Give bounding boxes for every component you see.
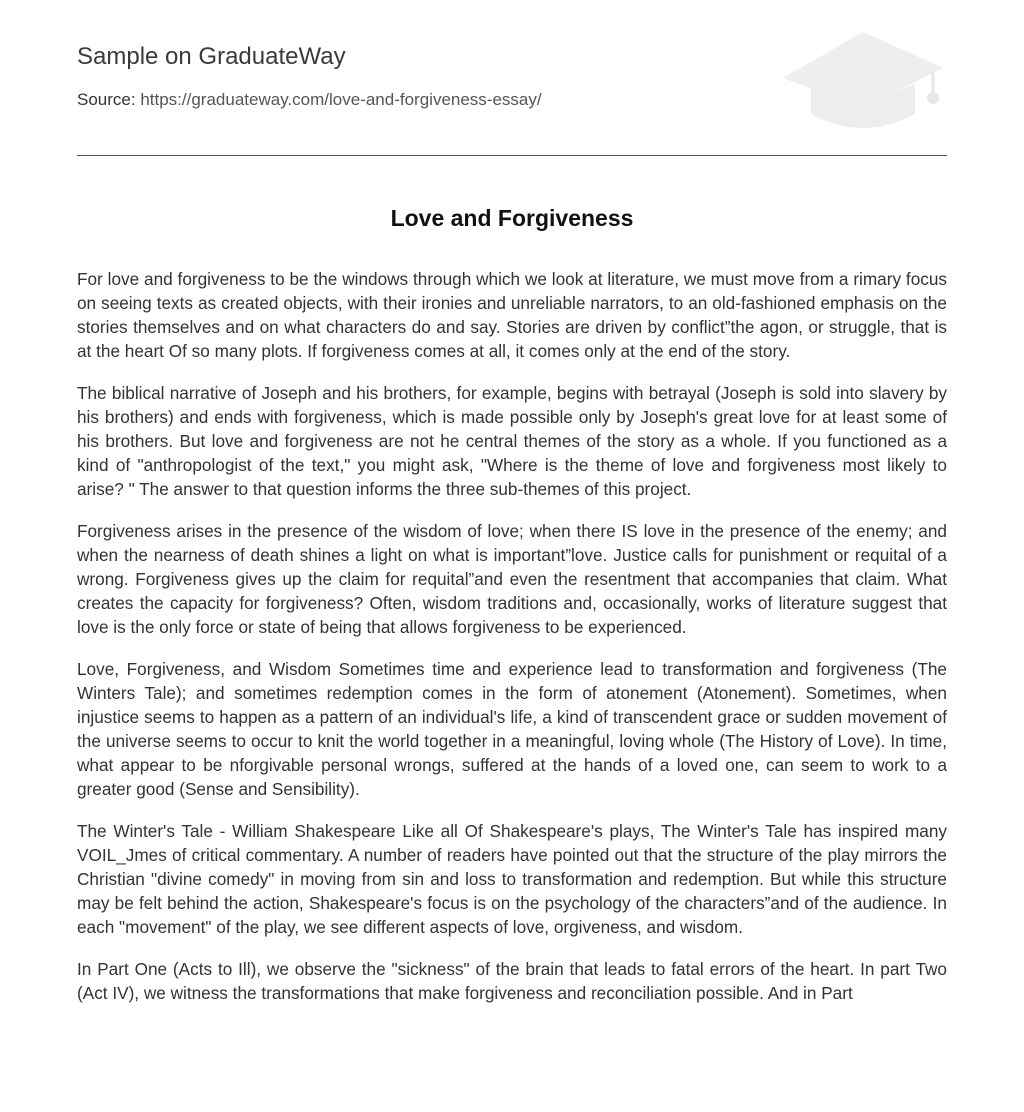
article-paragraph: The Winter's Tale - William Shakespeare Like all Of Shakespeare's plays, The Winter's Tale has inspired many VOIL_Jmes of critical commentary. A number of readers have pointed out that the structure of the play mirrors the Christian "divine comedy" in moving from sin and loss to transformation and redemption. But while this structure may be felt behind the action, Shakespeare's focus is on the psychology of the characters”and of the audience. In each "movement" of the play, we see different aspects of love, orgiveness, and wisdom. — [77, 821, 947, 937]
article-title: Love and Forgiveness — [390, 205, 634, 231]
article-paragraph: In Part One (Acts to Ill), we observe the "sickness" of the brain that leads to fatal errors of the heart. In part Two (Act IV), we witness the transformations that make forgiveness and reconciliation possible. And in Part — [77, 959, 947, 1003]
site-name: Sample on GraduateWay — [77, 43, 346, 70]
page-header — [77, 0, 947, 156]
source-line — [77, 90, 542, 110]
article-paragraph: Forgiveness arises in the presence of the wisdom of love; when there IS love in the presence of the enemy; and when the nearness of death shines a light on what is important”love. Justice calls for punishment or requital of a wrong. Forgiveness gives up the claim for requital”and even the resentment that accompanies that claim. What creates the capacity for forgiveness? Often, wisdom traditions and, occasionally, works of literature suggest that love is the only force or state of being that allows forgiveness to be experienced. — [77, 521, 947, 637]
source-label: Source: — [77, 90, 136, 109]
header-divider — [77, 155, 947, 156]
article-paragraph: For love and forgiveness to be the windows through which we look at literature, we must move from a rimary focus on seeing texts as created objects, with their ironies and unreliable narrators, to an old-fashioned emphasis on the stories themselves and on what characters do and say. Stories are driven by conflict”the agon, or struggle, that is at the heart Of so many plots. If forgiveness comes at all, it comes only at the end of the story. — [77, 269, 947, 361]
article-body — [77, 267, 947, 1023]
source-link[interactable]: https://graduateway.com/love-and-forgiveness-essay/ — [140, 90, 542, 109]
graduation-cap-icon — [779, 30, 947, 134]
article-paragraph: The biblical narrative of Joseph and his brothers, for example, begins with betrayal (Joseph is sold into slavery by his brothers) and ends with forgiveness, which is made possible only by Joseph's great love for at least some of his brothers. But love and forgiveness are not he central themes of the story as a whole. If you functioned as a kind of "anthropologist of the text," you might ask, "Where is the theme of love and forgiveness most likely to arise? " The answer to that question informs the three sub-themes of this project. — [77, 383, 947, 499]
article-paragraph: Love, Forgiveness, and Wisdom Sometimes time and experience lead to transformation and forgiveness (The Winters Tale); and sometimes redemption comes in the form of atonement (Atonement). Sometimes, when injustice seems to happen as a pattern of an individual's life, a kind of transcendent grace or sudden movement of the universe seems to occur to knit the world together in a meaningful, loving whole (The History of Love). In time, what appear to be nforgivable personal wrongs, suffered at the hands of a loved one, can seem to work to a greater good (Sense and Sensibility). — [77, 659, 947, 799]
